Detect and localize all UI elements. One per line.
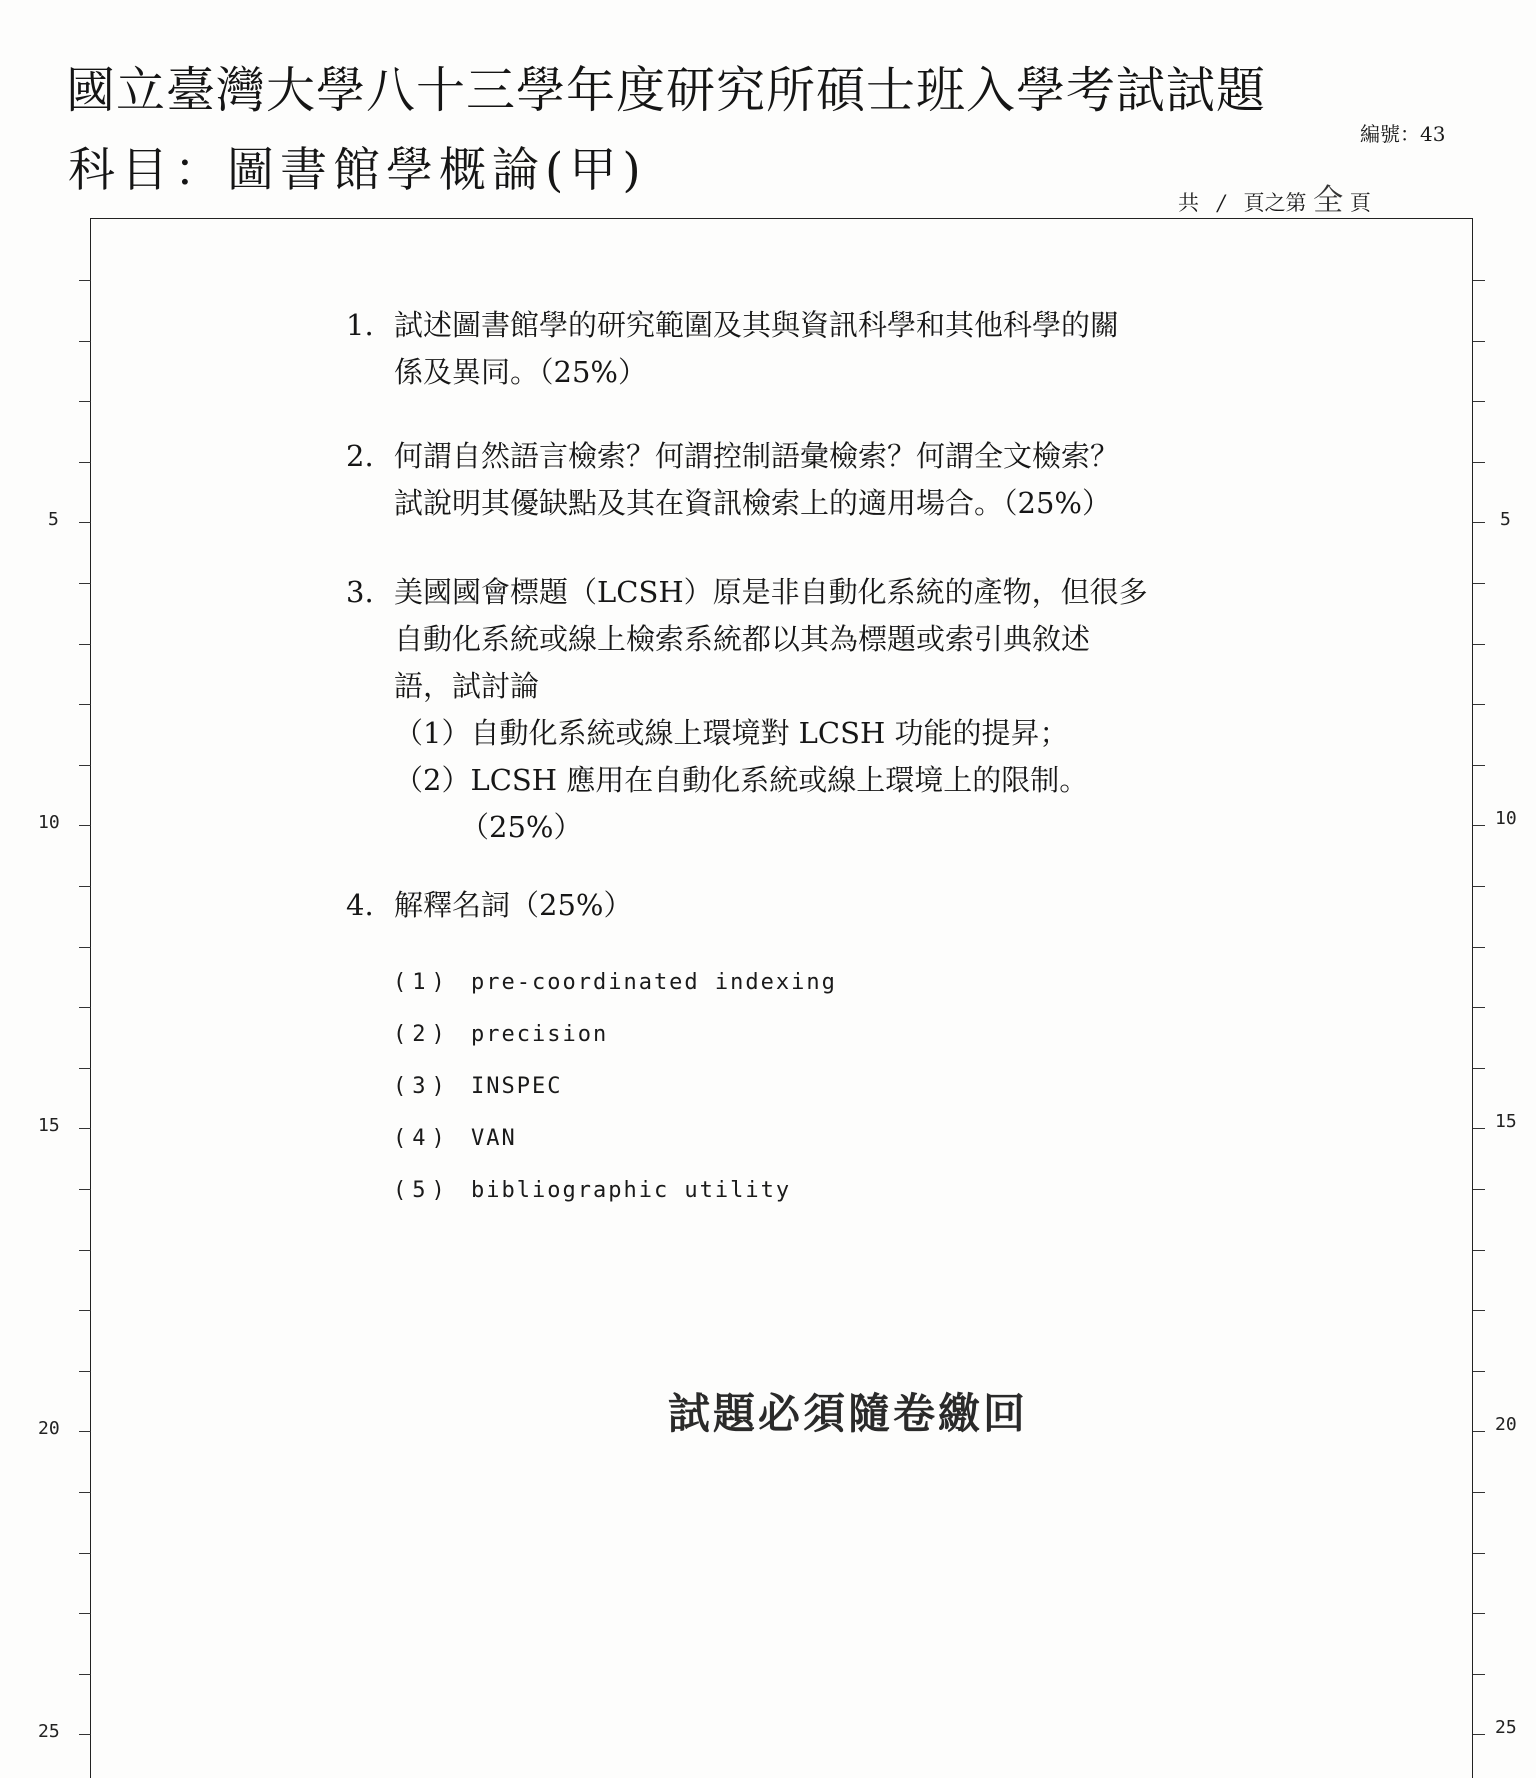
term-number: (5) bbox=[393, 1178, 451, 1203]
left-margin-tick bbox=[79, 1128, 91, 1129]
right-margin-tick bbox=[1473, 1734, 1485, 1735]
term-item bbox=[393, 1178, 837, 1230]
left-margin-tick bbox=[79, 522, 91, 523]
right-margin-tick bbox=[1473, 583, 1485, 584]
left-margin-tick bbox=[79, 1613, 91, 1614]
right-line-number-25: 25 bbox=[1495, 1717, 1517, 1738]
question-3 bbox=[346, 569, 1148, 851]
page-suffix: 頁 bbox=[1349, 191, 1371, 215]
question-text-line: 語，試討論 bbox=[394, 669, 540, 703]
right-margin-tick bbox=[1473, 886, 1485, 887]
exam-subject: 科目：圖書館學概論(甲) bbox=[68, 143, 647, 198]
left-margin-tick bbox=[79, 1553, 91, 1554]
question-text-line: 美國國會標題（LCSH）原是非自動化系統的產物，但很多 bbox=[394, 575, 1148, 609]
term-text: pre-coordinated indexing bbox=[471, 970, 837, 995]
page-count bbox=[1178, 175, 1371, 219]
exam-title: 國立臺灣大學八十三學年度研究所碩士班入學考試試題 bbox=[66, 62, 1267, 119]
left-margin-tick bbox=[79, 825, 91, 826]
right-margin-tick bbox=[1473, 1250, 1485, 1251]
page-current-handwritten: 全 bbox=[1313, 183, 1344, 218]
page-total: / bbox=[1217, 191, 1225, 215]
right-margin-tick bbox=[1473, 1371, 1485, 1372]
right-margin-tick bbox=[1473, 947, 1485, 948]
question-number: 1. bbox=[346, 308, 374, 342]
term-text: VAN bbox=[471, 1126, 517, 1151]
question-1 bbox=[346, 302, 1119, 396]
exam-code: 編號：43 bbox=[1360, 122, 1446, 146]
right-margin-tick bbox=[1473, 1128, 1485, 1129]
right-margin-tick bbox=[1473, 280, 1485, 281]
left-margin-tick bbox=[79, 1068, 91, 1069]
right-margin-tick bbox=[1473, 522, 1485, 523]
left-margin-tick bbox=[79, 886, 91, 887]
question-text-line: 試說明其優缺點及其在資訊檢索上的適用場合。（25%） bbox=[394, 486, 1111, 520]
left-margin-tick bbox=[79, 1492, 91, 1493]
question-subitem: （2）LCSH 應用在自動化系統或線上環境上的限制。 bbox=[394, 763, 1089, 797]
left-margin-tick bbox=[79, 280, 91, 281]
question-number: 2. bbox=[346, 439, 374, 473]
term-text: precision bbox=[471, 1022, 609, 1047]
left-line-number-25: 25 bbox=[38, 1721, 60, 1742]
term-number: (4) bbox=[393, 1126, 451, 1151]
left-margin-tick bbox=[79, 704, 91, 705]
question-number: 3. bbox=[346, 575, 374, 609]
right-margin-tick bbox=[1473, 341, 1485, 342]
right-margin-tick bbox=[1473, 1492, 1485, 1493]
left-margin-tick bbox=[79, 644, 91, 645]
question-subitem: （1）自動化系統或線上環境對 LCSH 功能的提昇； bbox=[394, 716, 1069, 750]
left-margin-tick bbox=[79, 1007, 91, 1008]
left-margin-tick bbox=[79, 1189, 91, 1190]
right-margin-tick bbox=[1473, 1068, 1485, 1069]
left-margin-tick bbox=[79, 1431, 91, 1432]
question-number: 4. bbox=[346, 888, 374, 922]
term-text: INSPEC bbox=[471, 1074, 563, 1099]
left-line-number-10: 10 bbox=[38, 812, 60, 833]
right-margin-tick bbox=[1473, 462, 1485, 463]
term-item bbox=[393, 970, 837, 1022]
left-margin-tick bbox=[79, 341, 91, 342]
question-4 bbox=[346, 882, 632, 929]
question-text-line: 何謂自然語言檢索？何謂控制語彙檢索？何謂全文檢索？ bbox=[394, 439, 1120, 473]
right-margin-tick bbox=[1473, 1310, 1485, 1311]
term-item bbox=[393, 1074, 837, 1126]
question-text-line: 係及異同。（25%） bbox=[394, 355, 647, 389]
left-margin-tick bbox=[79, 947, 91, 948]
term-text: bibliographic utility bbox=[471, 1178, 792, 1203]
left-margin-tick bbox=[79, 1250, 91, 1251]
left-line-number-15: 15 bbox=[38, 1115, 60, 1136]
question-2 bbox=[346, 433, 1119, 527]
left-margin-tick bbox=[79, 765, 91, 766]
right-margin-tick bbox=[1473, 825, 1485, 826]
term-number: (1) bbox=[393, 970, 451, 995]
question-text-line: 試述圖書館學的研究範圍及其與資訊科學和其他科學的關 bbox=[394, 308, 1120, 342]
right-line-number-10: 10 bbox=[1495, 808, 1517, 829]
question-text-line: 解釋名詞（25%） bbox=[394, 888, 633, 922]
right-line-number-5: 5 bbox=[1500, 509, 1511, 530]
left-margin-tick bbox=[79, 1310, 91, 1311]
term-item bbox=[393, 1126, 837, 1178]
right-margin-tick bbox=[1473, 1431, 1485, 1432]
right-margin-tick bbox=[1473, 1007, 1485, 1008]
left-margin-tick bbox=[79, 462, 91, 463]
left-margin-tick bbox=[79, 1371, 91, 1372]
left-margin-tick bbox=[79, 1734, 91, 1735]
question-score: （25%） bbox=[460, 810, 583, 844]
page-mid: 頁之第 bbox=[1243, 191, 1307, 215]
left-margin-tick bbox=[79, 401, 91, 402]
return-notice-stamp: 試題必須隨卷繳回 bbox=[668, 1389, 1029, 1438]
term-number: (2) bbox=[393, 1022, 451, 1047]
right-margin-tick bbox=[1473, 644, 1485, 645]
right-margin-tick bbox=[1473, 704, 1485, 705]
term-number: (3) bbox=[393, 1074, 451, 1099]
left-line-number-20: 20 bbox=[38, 1418, 60, 1439]
left-margin-tick bbox=[79, 1674, 91, 1675]
right-margin-tick bbox=[1473, 1613, 1485, 1614]
right-margin-tick bbox=[1473, 401, 1485, 402]
left-margin-tick bbox=[79, 583, 91, 584]
right-margin-tick bbox=[1473, 1674, 1485, 1675]
right-margin-tick bbox=[1473, 765, 1485, 766]
right-margin-tick bbox=[1473, 1189, 1485, 1190]
left-line-number-5: 5 bbox=[48, 509, 59, 530]
right-line-number-20: 20 bbox=[1495, 1414, 1517, 1435]
term-list bbox=[393, 970, 837, 1230]
question-text-line: 自動化系統或線上檢索系統都以其為標題或索引典敘述 bbox=[394, 622, 1091, 656]
right-margin-tick bbox=[1473, 1553, 1485, 1554]
right-line-number-15: 15 bbox=[1495, 1111, 1517, 1132]
page-prefix: 共 bbox=[1178, 191, 1199, 215]
term-item bbox=[393, 1022, 837, 1074]
